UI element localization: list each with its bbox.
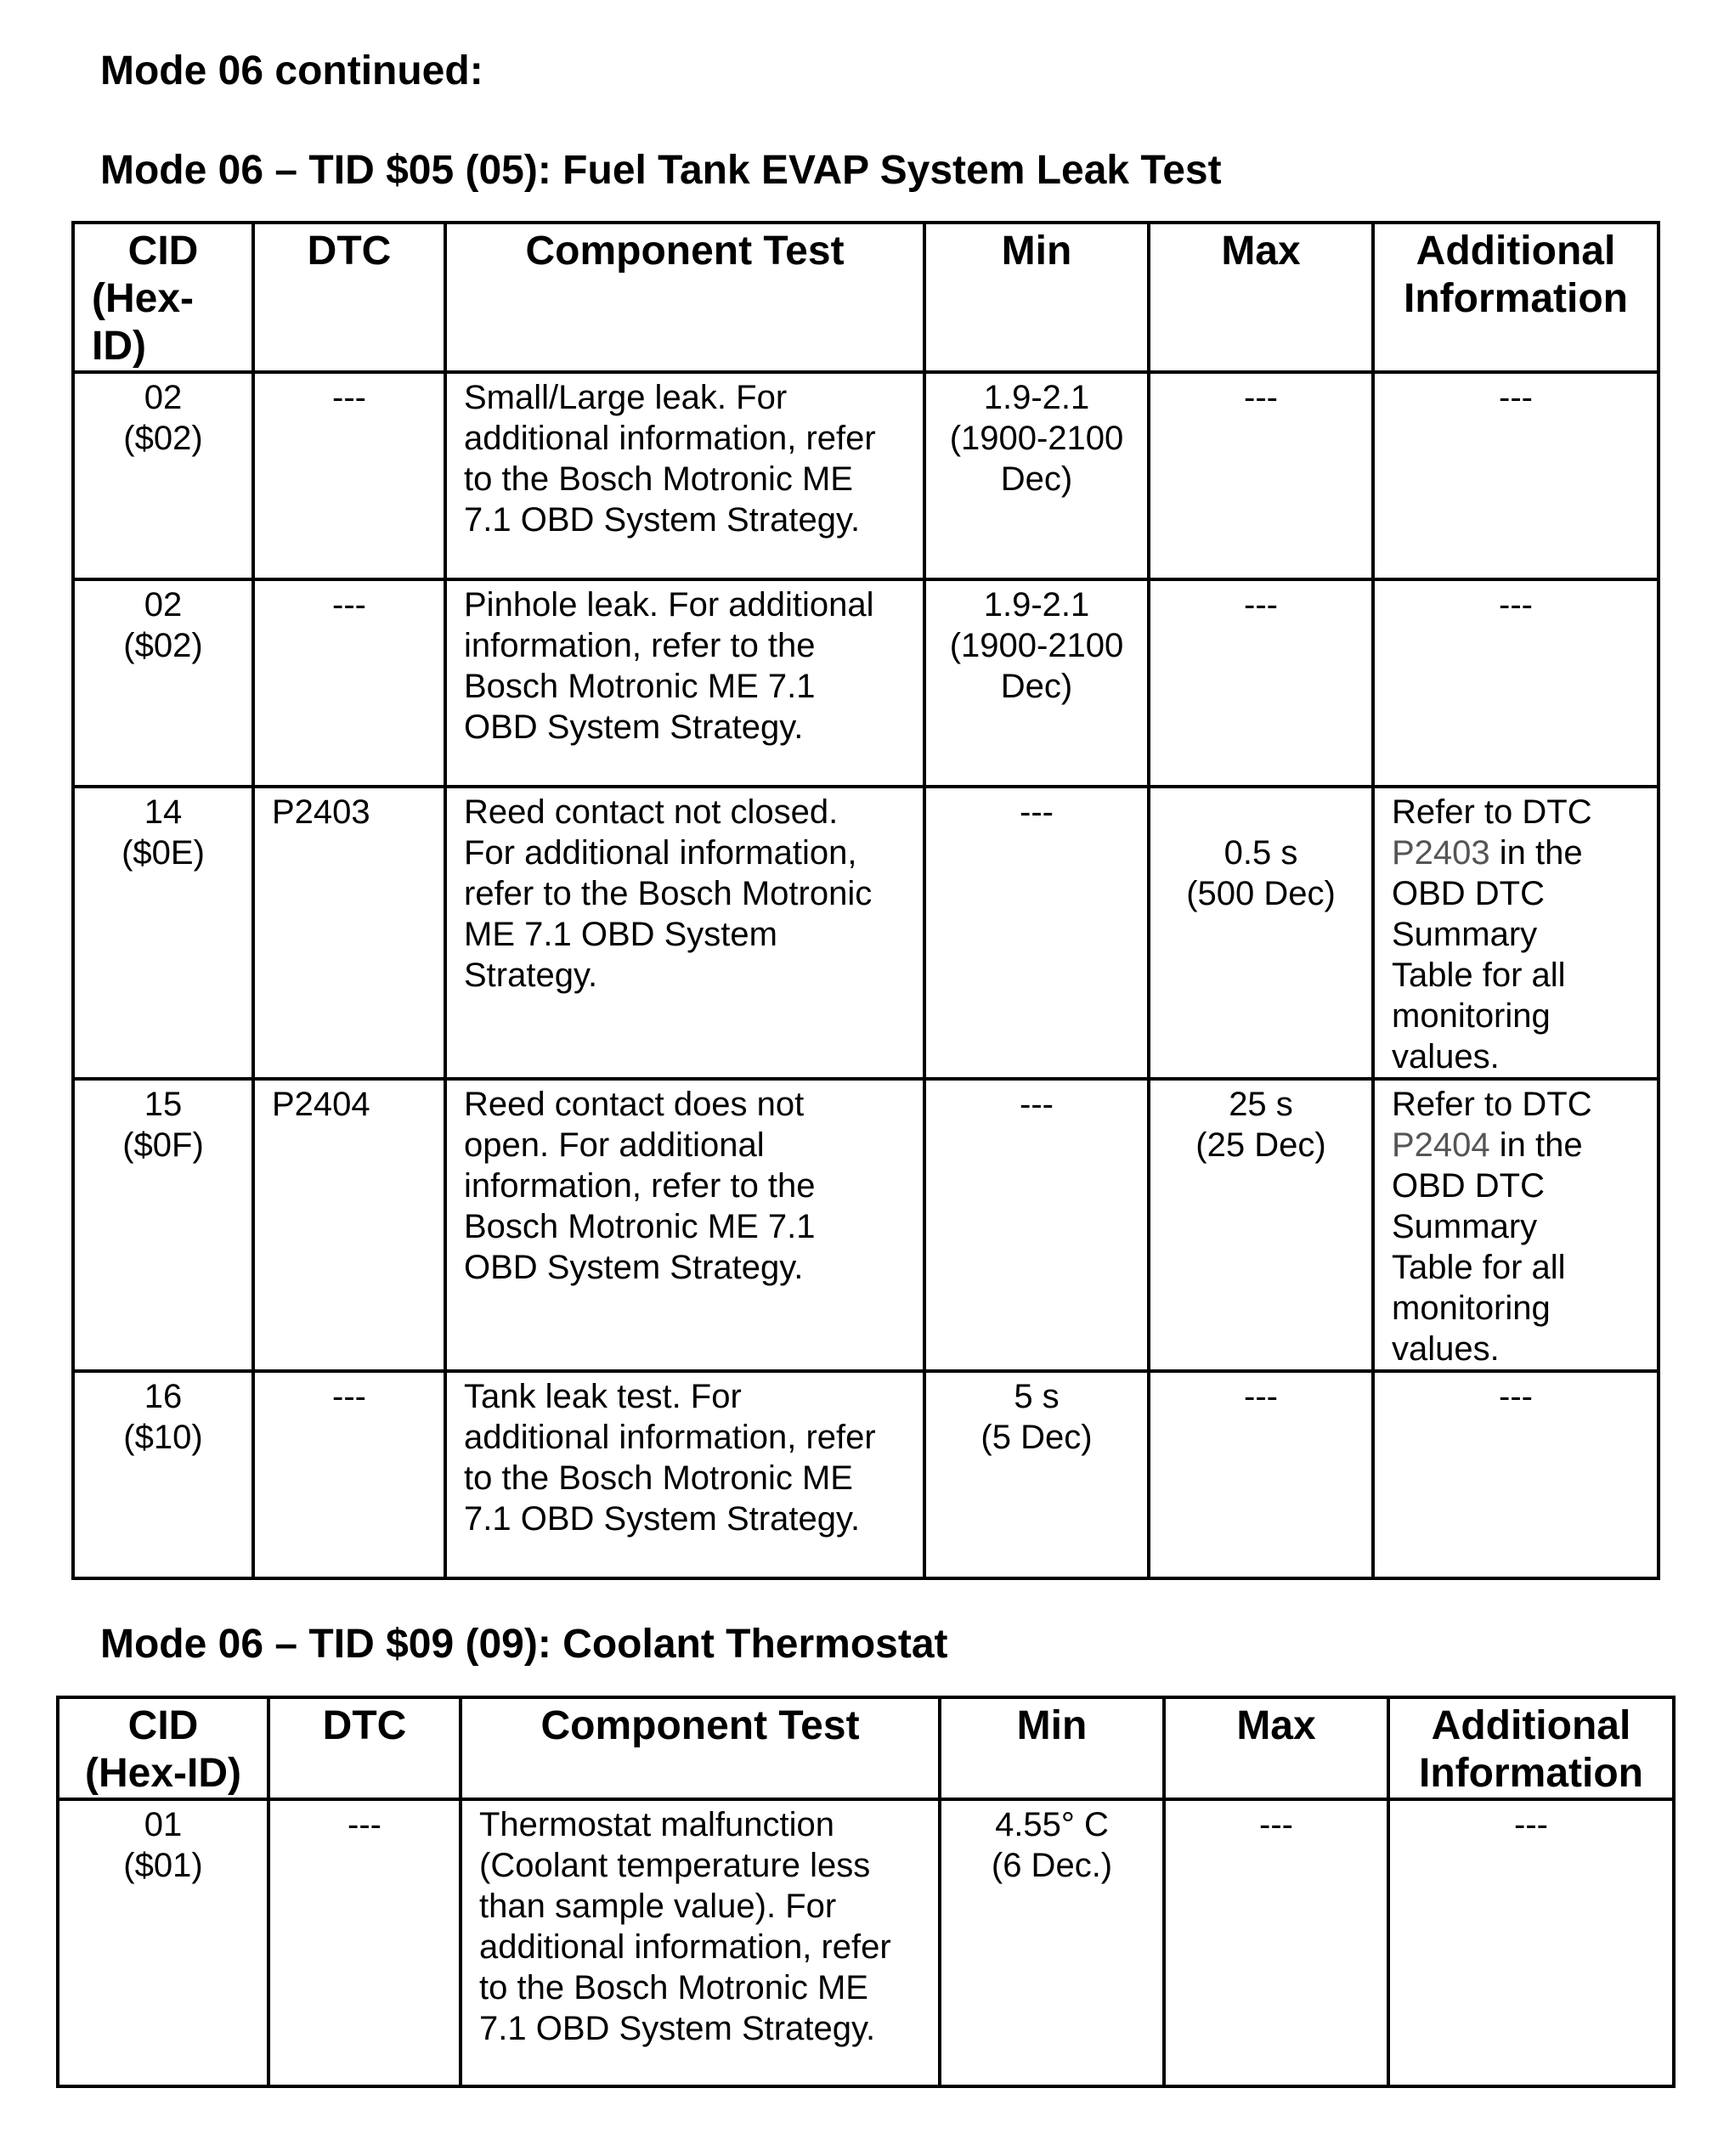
table-row [73, 372, 1659, 579]
min-cell: 5 s (5 Dec) [924, 1371, 1149, 1578]
cid-cell: 14 ($0E) [73, 787, 253, 1079]
header-component-test: Component Test [445, 223, 924, 372]
coolant-thermostat-table [56, 1696, 1676, 2088]
min-cell: --- [924, 787, 1149, 1079]
additional-info-cell: Refer to DTC P2404 in the OBD DTC Summary Table for all monitoring values. [1373, 1079, 1659, 1371]
header-dtc: DTC [268, 1697, 461, 1799]
cid-cell: 02 ($02) [73, 579, 253, 787]
additional-info-cell: --- [1373, 1371, 1659, 1578]
min-cell: 4.55° C (6 Dec.) [940, 1799, 1164, 2086]
header-max: Max [1164, 1697, 1388, 1799]
dtc-link-code: P2403 [1392, 834, 1490, 872]
component-test-cell: Reed contact does not open. For additional information, refer to the Bosch Motronic ME 7.1 OBD System Strategy. [445, 1079, 924, 1371]
dtc-cell: --- [253, 579, 445, 787]
table-row [58, 1799, 1674, 2086]
dtc-cell: --- [253, 1371, 445, 1578]
header-min: Min [940, 1697, 1164, 1799]
header-dtc: DTC [253, 223, 445, 372]
dtc-link-code: P2404 [1392, 1126, 1490, 1164]
table-row [73, 1371, 1659, 1578]
component-test-cell: Tank leak test. For additional information, refer to the Bosch Motronic ME 7.1 OBD System Strategy. [445, 1371, 924, 1578]
cid-cell: 15 ($0F) [73, 1079, 253, 1371]
page-title: Mode 06 continued: [100, 48, 483, 93]
min-cell: --- [924, 1079, 1149, 1371]
max-cell: 0.5 s (500 Dec) [1149, 787, 1373, 1079]
additional-info-cell: --- [1373, 372, 1659, 579]
component-test-cell: Reed contact not closed. For additional information, refer to the Bosch Motronic ME 7.1 OBD System Strategy. [445, 787, 924, 1079]
component-test-cell: Thermostat malfunction (Coolant temperature less than sample value). For additional information, refer to the Bosch Motronic ME 7.1 OBD System Strategy. [461, 1799, 940, 2086]
max-cell: --- [1149, 372, 1373, 579]
additional-info-cell: --- [1373, 579, 1659, 787]
component-test-cell: Pinhole leak. For additional information, refer to the Bosch Motronic ME 7.1 OBD System Strategy. [445, 579, 924, 787]
evap-leak-test-table [71, 221, 1660, 1580]
max-cell: --- [1164, 1799, 1388, 2086]
header-max: Max [1149, 223, 1373, 372]
additional-info-cell: --- [1388, 1799, 1674, 2086]
max-cell: --- [1149, 579, 1373, 787]
min-cell: 1.9-2.1 (1900-2100 Dec) [924, 372, 1149, 579]
header-cid: CID (Hex- ID) [73, 223, 253, 372]
header-additional-information: Additional Information [1373, 223, 1659, 372]
cid-cell: 02 ($02) [73, 372, 253, 579]
dtc-cell: --- [268, 1799, 461, 2086]
dtc-cell: --- [253, 372, 445, 579]
header-row [73, 223, 1659, 372]
max-cell: --- [1149, 1371, 1373, 1578]
header-component-test: Component Test [461, 1697, 940, 1799]
header-row [58, 1697, 1674, 1799]
max-cell: 25 s (25 Dec) [1149, 1079, 1373, 1371]
table-row [73, 787, 1659, 1079]
dtc-cell: P2403 [253, 787, 445, 1079]
table-row [73, 579, 1659, 787]
component-test-cell: Small/Large leak. For additional information, refer to the Bosch Motronic ME 7.1 OBD System Strategy. [445, 372, 924, 579]
header-min: Min [924, 223, 1149, 372]
table-1-title: Mode 06 – TID $05 (05): Fuel Tank EVAP System Leak Test [100, 148, 1222, 193]
table-2-title: Mode 06 – TID $09 (09): Coolant Thermostat [100, 1622, 948, 1667]
header-additional-information: Additional Information [1388, 1697, 1674, 1799]
dtc-cell: P2404 [253, 1079, 445, 1371]
min-cell: 1.9-2.1 (1900-2100 Dec) [924, 579, 1149, 787]
cid-cell: 16 ($10) [73, 1371, 253, 1578]
header-cid: CID (Hex-ID) [58, 1697, 268, 1799]
cid-cell: 01 ($01) [58, 1799, 268, 2086]
additional-info-cell: Refer to DTC P2403 in the OBD DTC Summary Table for all monitoring values. [1373, 787, 1659, 1079]
table-row [73, 1079, 1659, 1371]
